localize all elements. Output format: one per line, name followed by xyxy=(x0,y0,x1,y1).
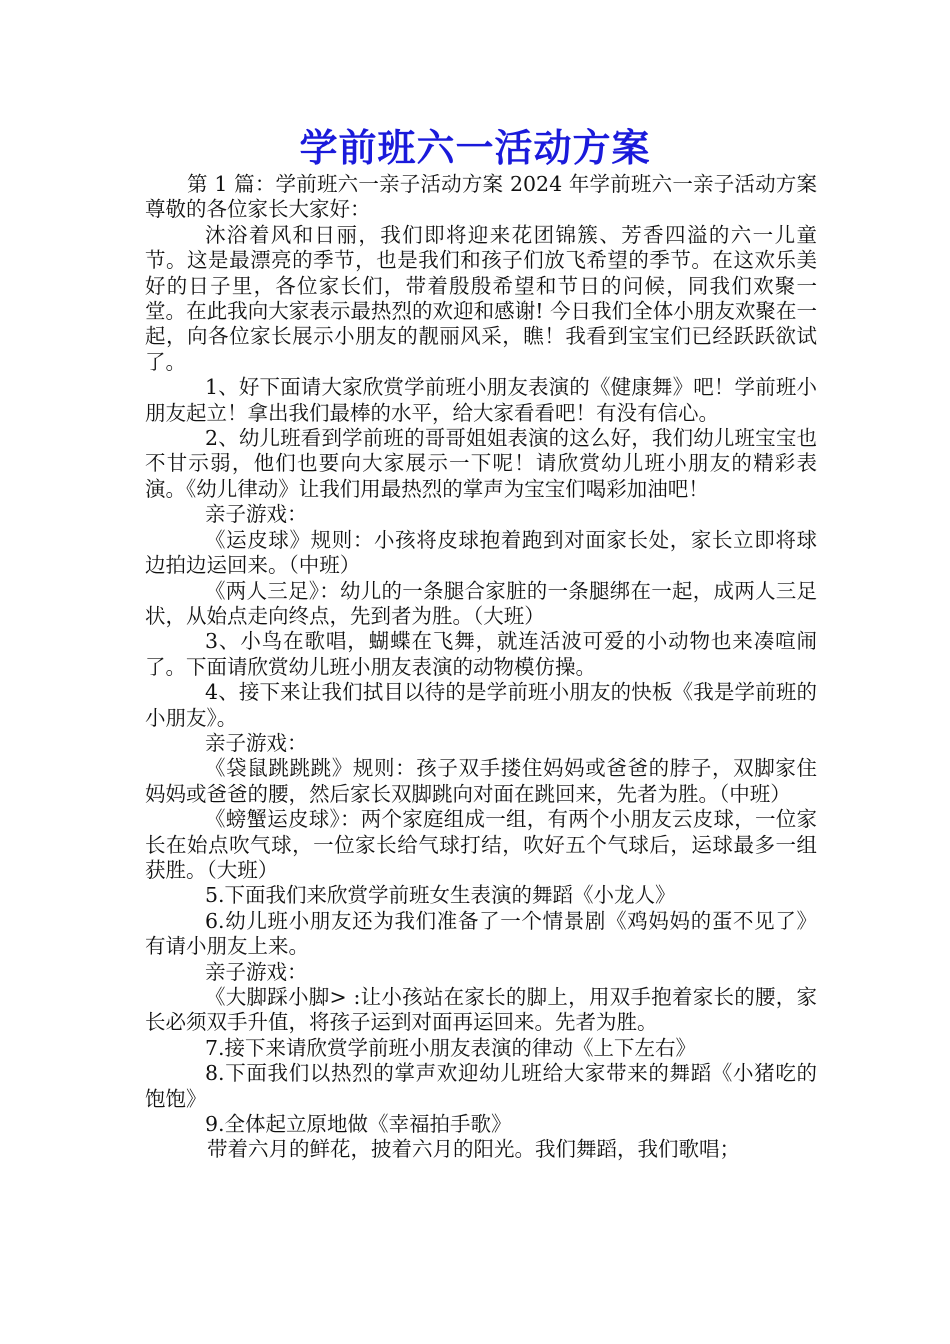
program-item-2: 2、幼儿班看到学前班的哥哥姐姐表演的这么好，我们幼儿班宝宝也不甘示弱，他们也要向大家展示一下呢！请欣赏幼儿班小朋友的精彩表演。《幼儿律动》让我们用最热烈的掌声为宝宝们喝彩加油吧！ xyxy=(145,426,817,501)
intro-paragraph: 第 1 篇：学前班六一亲子活动方案 2024 年学前班六一亲子活动方案 尊敬的各位家长大家好： xyxy=(145,172,817,222)
document-body xyxy=(145,172,817,1163)
program-item-7: 7.接下来请欣赏学前班小朋友表演的律动《上下左右》 xyxy=(205,1035,697,1060)
document-title: 学前班六一活动方案 xyxy=(299,125,651,170)
game-heading: 亲子游戏： xyxy=(205,502,308,527)
program-item-9: 9.全体起立原地做《幸福拍手歌》 xyxy=(205,1112,512,1137)
opening-paragraph: 沐浴着风和日丽，我们即将迎来花团锦簇、芳香四溢的六一儿童节。这是最漂亮的季节，也是我们和孩子们放飞希望的季节。在这欢乐美好的日子里，各位家长们，带着殷殷希望和节日的问候，同我们欢聚一堂。在此我向大家表示最热烈的欢迎和感谢! 今日我们全体小朋友欢聚在一起，向各位家长展示小朋友的靓丽风采，瞧！我看到宝宝们已经跃跃欲试了。 xyxy=(145,222,817,374)
game-rule: 《两人三足》：幼儿的一条腿合家脏的一条腿绑在一起，成两人三足状，从始点走向终点，先到者为胜。（大班） xyxy=(145,578,817,628)
game-heading: 亲子游戏： xyxy=(205,730,308,755)
game-rule: 《运皮球》规则：小孩将皮球抱着跑到对面家长处，家长立即将球边拍边运回来。（中班） xyxy=(145,527,817,578)
program-item-4: 4、接下来让我们拭目以待的是学前班小朋友的快板《我是学前班的小朋友》。 xyxy=(145,680,817,730)
game-rule: 《大脚踩小脚> :让小孩站在家长的脚上，用双手抱着家长的腰，家长必须双手升值，将孩子运到对面再运回来。先者为胜。 xyxy=(145,985,817,1035)
game-rule: 《袋鼠跳跳跳》规则：孩子双手搂住妈妈或爸爸的脖子，双脚家住妈妈或爸爸的腰，然后家长双脚跳向对面在跳回来，先者为胜。（中班） xyxy=(145,756,817,806)
program-item-5: 5.下面我们来欣赏学前班女生表演的舞蹈《小龙人》 xyxy=(205,883,676,908)
game-heading: 亲子游戏： xyxy=(205,959,308,984)
game-rule: 《螃蟹运皮球》：两个家庭组成一组，有两个小朋友云皮球，一位家长在始点吹气球，一位家长给气球打结，吹好五个气球后，运球最多一组获胜。（大班） xyxy=(145,807,817,882)
closing-paragraph: 带着六月的鲜花，披着六月的阳光。我们舞蹈，我们歌唱； xyxy=(207,1137,740,1162)
program-item-3: 3、小鸟在歌唱，蝴蝶在飞舞，就连活波可爱的小动物也来凑喧闹了。下面请欣赏幼儿班小朋友表演的动物模仿操。 xyxy=(145,629,817,679)
program-item-8: 8.下面我们以热烈的掌声欢迎幼儿班给大家带来的舞蹈《小猪吃的饱饱》 xyxy=(145,1061,817,1111)
program-item-6: 6.幼儿班小朋友还为我们准备了一个情景剧《鸡妈妈的蛋不见了》有请小朋友上来。 xyxy=(145,908,817,959)
program-item-1: 1、好下面请大家欣赏学前班小朋友表演的《健康舞》吧！学前班小朋友起立！拿出我们最棒的水平，给大家看看吧！有没有信心。 xyxy=(145,375,817,425)
